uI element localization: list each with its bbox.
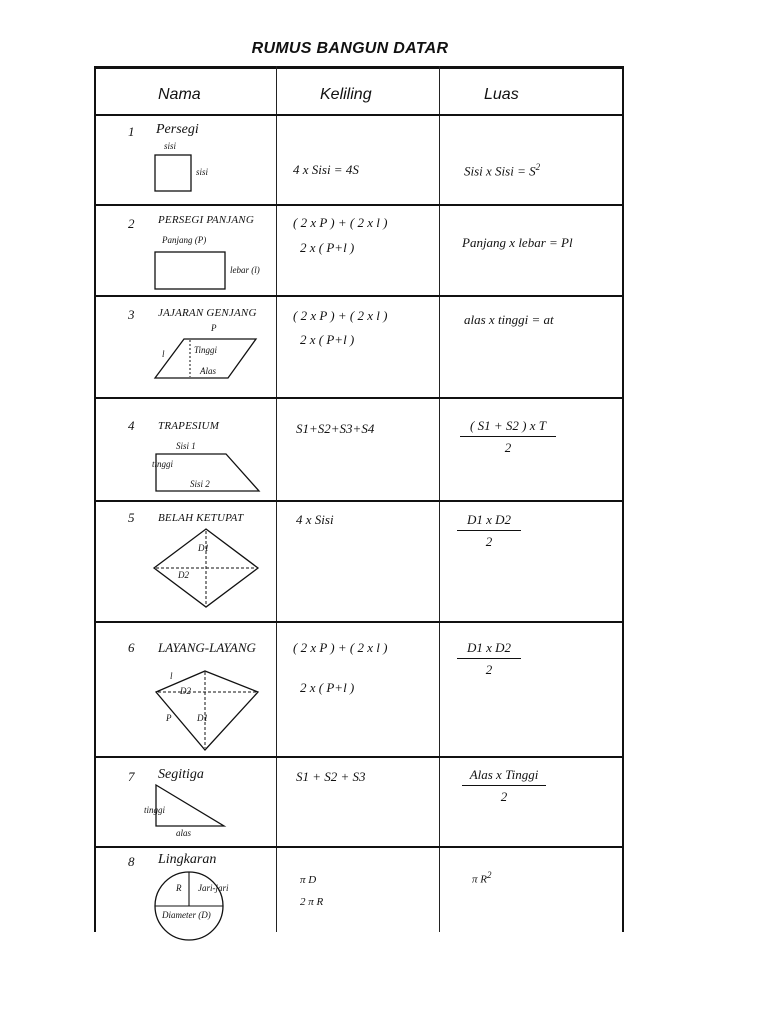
row-divider-6 (94, 756, 624, 758)
luas-formula: alas x tinggi = at (464, 312, 554, 327)
circle-figure (152, 866, 226, 936)
shape-label: sisi (164, 141, 177, 151)
rhombus-figure (152, 527, 262, 611)
keliling-formula: ( 2 x P ) + ( 2 x l ) (293, 308, 388, 323)
shape-label: R (176, 883, 182, 893)
luas-denominator: 2 (504, 440, 512, 455)
row-number: 8 (128, 854, 135, 869)
shape-name: Segitiga (158, 767, 204, 782)
row-number: 2 (128, 216, 135, 231)
luas-formula: Sisi x Sisi = $S^2$ (464, 162, 541, 179)
parallelogram-figure (150, 337, 260, 383)
shape-name: Lingkaran (158, 852, 217, 867)
row-divider-5 (94, 621, 624, 623)
rectangle-figure (154, 251, 228, 293)
shape-name: TRAPESIUM (158, 420, 220, 432)
shape-label: l (170, 671, 173, 681)
shape-label: l (162, 349, 165, 359)
keliling-formula: S1+S2+S3+S4 (296, 421, 375, 436)
shape-label: D2 (178, 570, 189, 580)
document-title: RUMUS BANGUN DATAR (251, 40, 449, 57)
row-number: 1 (128, 124, 135, 139)
keliling-formula: 2 x ( P+l ) (300, 332, 355, 347)
keliling-formula: ( 2 x P ) + ( 2 x l ) (293, 640, 388, 655)
row-divider-2 (94, 295, 624, 297)
row-number: 4 (128, 418, 135, 433)
luas-numerator: D1 x D2 (457, 512, 521, 531)
triangle-figure (154, 783, 228, 829)
shape-name: BELAH KETUPAT (158, 512, 244, 524)
keliling-formula: ( 2 x P ) + ( 2 x l ) (293, 215, 388, 230)
shape-label: Sisi 2 (190, 479, 210, 489)
shape-name: Persegi (156, 122, 199, 137)
shape-label: D1 (197, 713, 208, 723)
keliling-formula: 4 x Sisi = 4S (293, 162, 359, 177)
shape-label: Diameter (D) (162, 910, 211, 920)
keliling-formula: 2 x ( P+l ) (300, 240, 355, 255)
keliling-formula: S1 + S2 + S3 (296, 769, 366, 784)
shape-label: Jari-jari (198, 883, 229, 893)
luas-numerator: ( S1 + S2 ) x T (460, 418, 556, 437)
luas-formula: π $R^2$ (472, 870, 492, 886)
keliling-formula: 4 x Sisi (296, 512, 334, 527)
row-number: 7 (128, 769, 135, 784)
luas-denominator: 2 (485, 662, 493, 677)
keliling-formula: π D (300, 874, 317, 886)
luas-numerator: D1 x D2 (457, 640, 521, 659)
shape-label: sisi (196, 167, 209, 177)
luas-fraction (457, 640, 521, 678)
keliling-formula: 2 x ( P+l ) (300, 680, 355, 695)
column-divider-1 (276, 66, 277, 932)
shape-label: tinggi (152, 459, 174, 469)
kite-figure (152, 668, 264, 754)
column-divider-2 (439, 66, 440, 932)
luas-fraction (460, 418, 556, 456)
luas-numerator: Alas x Tinggi (462, 767, 546, 786)
shape-label: D2 (180, 686, 191, 696)
row-number: 5 (128, 510, 135, 525)
row-divider-4 (94, 500, 624, 502)
header-keliling: Keliling (320, 86, 372, 103)
shape-name: LAYANG-LAYANG (158, 640, 256, 655)
shape-label: Alas (200, 366, 217, 376)
trapezoid-figure (154, 452, 264, 496)
luas-denominator: 2 (485, 534, 493, 549)
row-divider-3 (94, 397, 624, 399)
row-divider-7 (94, 846, 624, 848)
square-figure (154, 154, 194, 194)
shape-label: alas (176, 828, 192, 838)
row-number: 6 (128, 640, 135, 655)
header-luas: Luas (484, 86, 519, 103)
keliling-formula: 2 π R (300, 896, 324, 908)
luas-fraction (457, 512, 521, 550)
luas-fraction (462, 767, 546, 805)
luas-formula: Panjang x lebar = Pl (462, 235, 573, 250)
shape-label: P (166, 713, 172, 723)
shape-label: P (211, 323, 217, 333)
row-divider-header (94, 114, 624, 116)
shape-label: D1 (198, 543, 209, 553)
shape-label: tinggi (144, 805, 166, 815)
shape-name: PERSEGI PANJANG (158, 214, 254, 226)
luas-denominator: 2 (500, 789, 508, 804)
row-divider-1 (94, 204, 624, 206)
row-number: 3 (128, 307, 135, 322)
shape-label: Panjang (P) (162, 235, 207, 245)
shape-label: Tinggi (194, 345, 218, 355)
header-nama: Nama (158, 86, 201, 103)
shape-name: JAJARAN GENJANG (158, 307, 257, 319)
shape-label: Sisi 1 (176, 441, 196, 451)
shape-label: lebar (l) (230, 265, 260, 275)
